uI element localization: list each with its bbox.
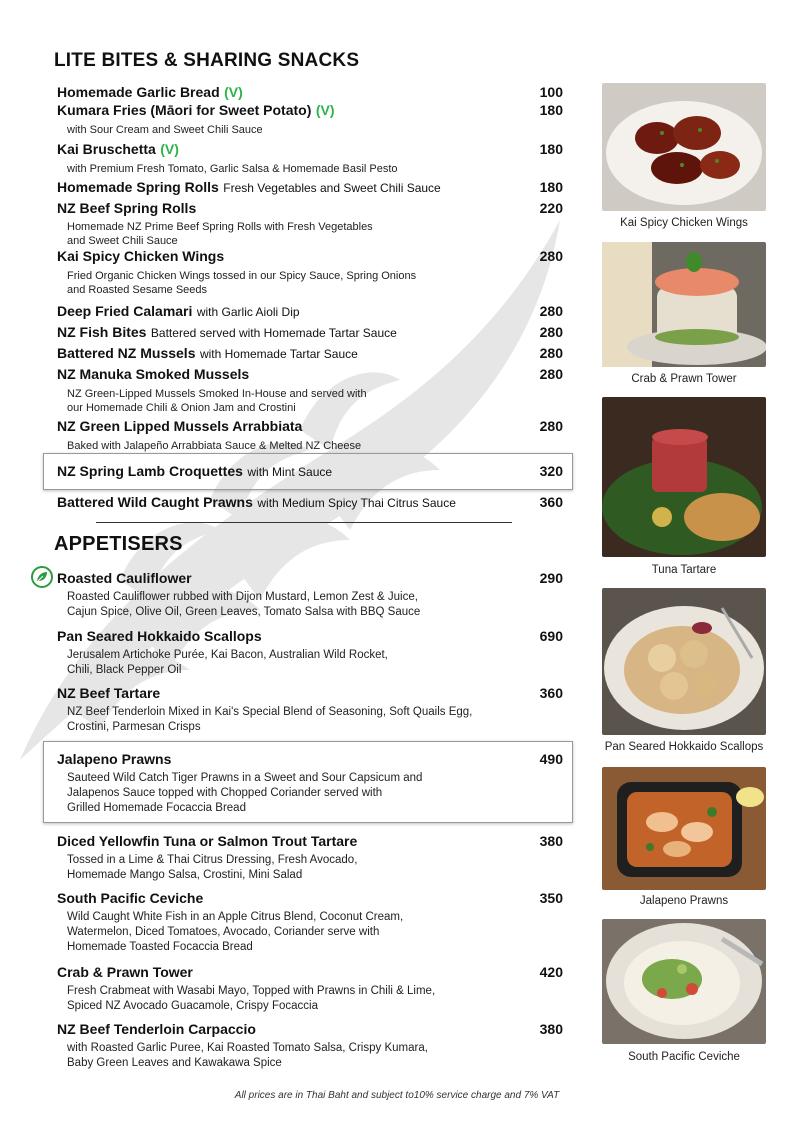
item-description: Sauteed Wild Catch Tiger Prawns in a Sweet and Sour Capsicum and bbox=[67, 772, 423, 784]
item-description: Fried Organic Chicken Wings tossed in our Spicy Sauce, Spring Onions bbox=[67, 270, 417, 282]
appetisers-title: APPETISERS bbox=[54, 533, 183, 555]
photo-caption: Jalapeno Prawns bbox=[639, 895, 729, 907]
item-price: 360 bbox=[539, 494, 563, 510]
item-description: Watermelon, Diced Tomatoes, Avocado, Coriander serve with bbox=[67, 926, 380, 938]
item-name: Battered NZ Mussels bbox=[57, 345, 196, 361]
item-price: 360 bbox=[539, 685, 563, 701]
item-name: NZ Beef Tartare bbox=[57, 685, 161, 701]
item-name: Homemade Garlic Bread bbox=[57, 84, 220, 100]
item-name: NZ Manuka Smoked Mussels bbox=[57, 366, 250, 382]
item-name: NZ Fish Bites bbox=[57, 324, 147, 340]
item-description: Jerusalem Artichoke Purée, Kai Bacon, Australian Wild Rocket, bbox=[67, 649, 388, 661]
item-price: 280 bbox=[539, 248, 563, 264]
item-inline-description: Fresh Vegetables and Sweet Chili Sauce bbox=[223, 181, 441, 195]
item-description: Homemade NZ Prime Beef Spring Rolls with Fresh Vegetables bbox=[67, 221, 373, 233]
item-description: Crostini, Parmesan Crisps bbox=[67, 721, 201, 733]
item-name: Diced Yellowfin Tuna or Salmon Trout Tartare bbox=[57, 833, 358, 849]
photo-caption: Crab & Prawn Tower bbox=[631, 373, 737, 385]
item-price: 490 bbox=[539, 751, 563, 767]
item-description: with Premium Fresh Tomato, Garlic Salsa & Homemade Basil Pesto bbox=[67, 163, 398, 175]
item-inline-description: Battered served with Homemade Tartar Sauce bbox=[150, 326, 397, 340]
section-divider bbox=[96, 522, 512, 523]
item-description: Jalapenos Sauce topped with Chopped Coriander served with bbox=[67, 787, 383, 799]
tuna-tartare-photo bbox=[602, 397, 766, 557]
vegetarian-marker: (V) bbox=[160, 141, 179, 157]
vegan-leaf-icon bbox=[31, 566, 53, 588]
item-description: and Sweet Chili Sauce bbox=[67, 235, 178, 247]
item-description: with Roasted Garlic Puree, Kai Roasted Tomato Salsa, Crispy Kumara, bbox=[67, 1042, 428, 1054]
item-price: 420 bbox=[539, 964, 563, 980]
item-name: South Pacific Ceviche bbox=[57, 890, 204, 906]
vegetarian-marker: (V) bbox=[224, 84, 243, 100]
item-description: Homemade Toasted Focaccia Bread bbox=[67, 941, 253, 953]
item-price: 350 bbox=[539, 890, 563, 906]
item-description: Fresh Crabmeat with Wasabi Mayo, Topped with Prawns in Chili & Lime, bbox=[67, 985, 436, 997]
item-description: NZ Beef Tenderloin Mixed in Kai's Special Blend of Seasoning, Soft Quails Egg, bbox=[67, 706, 473, 718]
item-price: 220 bbox=[539, 200, 563, 216]
item-description: Baked with Jalapeño Arrabbiata Sauce & Melted NZ Cheese bbox=[67, 440, 362, 452]
scallops-photo bbox=[602, 588, 766, 735]
price-disclaimer: All prices are in Thai Baht and subject to10% service charge and 7% VAT bbox=[234, 1090, 560, 1101]
photo-caption: Tuna Tartare bbox=[651, 564, 717, 576]
item-inline-description: with Medium Spicy Thai Citrus Sauce bbox=[257, 496, 456, 510]
item-inline-description: with Garlic Aioli Dip bbox=[196, 305, 300, 319]
item-price: 280 bbox=[539, 418, 563, 434]
item-description: Roasted Cauliflower rubbed with Dijon Mustard, Lemon Zest & Juice, bbox=[67, 591, 418, 603]
item-price: 320 bbox=[539, 463, 563, 479]
item-name: NZ Beef Spring Rolls bbox=[57, 200, 197, 216]
item-name: Jalapeno Prawns bbox=[57, 751, 172, 767]
item-name: NZ Green Lipped Mussels Arrabbiata bbox=[57, 418, 303, 434]
item-inline-description: with Mint Sauce bbox=[247, 465, 333, 479]
item-name: NZ Spring Lamb Croquettes bbox=[57, 463, 243, 479]
item-inline-description: with Homemade Tartar Sauce bbox=[199, 347, 358, 361]
photo-caption: Kai Spicy Chicken Wings bbox=[620, 217, 748, 229]
item-name: Crab & Prawn Tower bbox=[57, 964, 193, 980]
item-description: Spiced NZ Avocado Guacamole, Crispy Focaccia bbox=[67, 1000, 318, 1012]
photo-caption: South Pacific Ceviche bbox=[628, 1051, 740, 1063]
chicken-wings-photo bbox=[602, 83, 766, 211]
item-description: Cajun Spice, Olive Oil, Green Leaves, Tomato Salsa with BBQ Sauce bbox=[67, 606, 421, 618]
item-name: NZ Beef Tenderloin Carpaccio bbox=[57, 1021, 256, 1037]
item-name: Kai Bruschetta bbox=[57, 141, 156, 157]
item-price: 290 bbox=[539, 570, 563, 586]
item-price: 100 bbox=[539, 84, 563, 100]
item-name: Kai Spicy Chicken Wings bbox=[57, 248, 225, 264]
item-name: Homemade Spring Rolls bbox=[57, 179, 219, 195]
item-description: our Homemade Chili & Onion Jam and Crostini bbox=[67, 402, 296, 414]
item-price: 380 bbox=[539, 833, 563, 849]
item-description: Wild Caught White Fish in an Apple Citrus Blend, Coconut Cream, bbox=[67, 911, 404, 923]
item-name: Deep Fried Calamari bbox=[57, 303, 193, 319]
item-description: Grilled Homemade Focaccia Bread bbox=[67, 802, 246, 814]
item-price: 280 bbox=[539, 345, 563, 361]
ceviche-photo bbox=[602, 919, 766, 1044]
item-price: 280 bbox=[539, 303, 563, 319]
item-price: 280 bbox=[539, 324, 563, 340]
item-name: Roasted Cauliflower bbox=[57, 570, 192, 586]
crab-prawn-tower-photo bbox=[602, 242, 766, 367]
lite-bites-title: LITE BITES & SHARING SNACKS bbox=[54, 50, 360, 71]
item-description: Baby Green Leaves and Kawakawa Spice bbox=[67, 1057, 282, 1069]
item-description: Homemade Mango Salsa, Crostini, Mini Salad bbox=[67, 869, 303, 881]
item-description: and Roasted Sesame Seeds bbox=[67, 284, 208, 296]
vegetarian-marker: (V) bbox=[315, 102, 335, 118]
jalapeno-prawns-photo bbox=[602, 767, 766, 890]
item-description: with Sour Cream and Sweet Chili Sauce bbox=[67, 124, 263, 136]
item-description: NZ Green-Lipped Mussels Smoked In-House and served with bbox=[67, 388, 367, 400]
item-description: Tossed in a Lime & Thai Citrus Dressing, Fresh Avocado, bbox=[67, 854, 358, 866]
item-name: Kumara Fries (Māori for Sweet Potato) bbox=[57, 102, 312, 118]
item-price: 280 bbox=[539, 366, 563, 382]
item-price: 180 bbox=[539, 141, 563, 157]
item-price: 180 bbox=[539, 102, 563, 118]
item-name: Pan Seared Hokkaido Scallops bbox=[57, 628, 262, 644]
photo-caption: Pan Seared Hokkaido Scallops bbox=[604, 741, 764, 753]
item-name: Battered Wild Caught Prawns bbox=[57, 494, 253, 510]
item-price: 380 bbox=[539, 1021, 563, 1037]
item-description: Chili, Black Pepper Oil bbox=[67, 664, 182, 676]
item-price: 180 bbox=[539, 179, 563, 195]
item-price: 690 bbox=[539, 628, 563, 644]
